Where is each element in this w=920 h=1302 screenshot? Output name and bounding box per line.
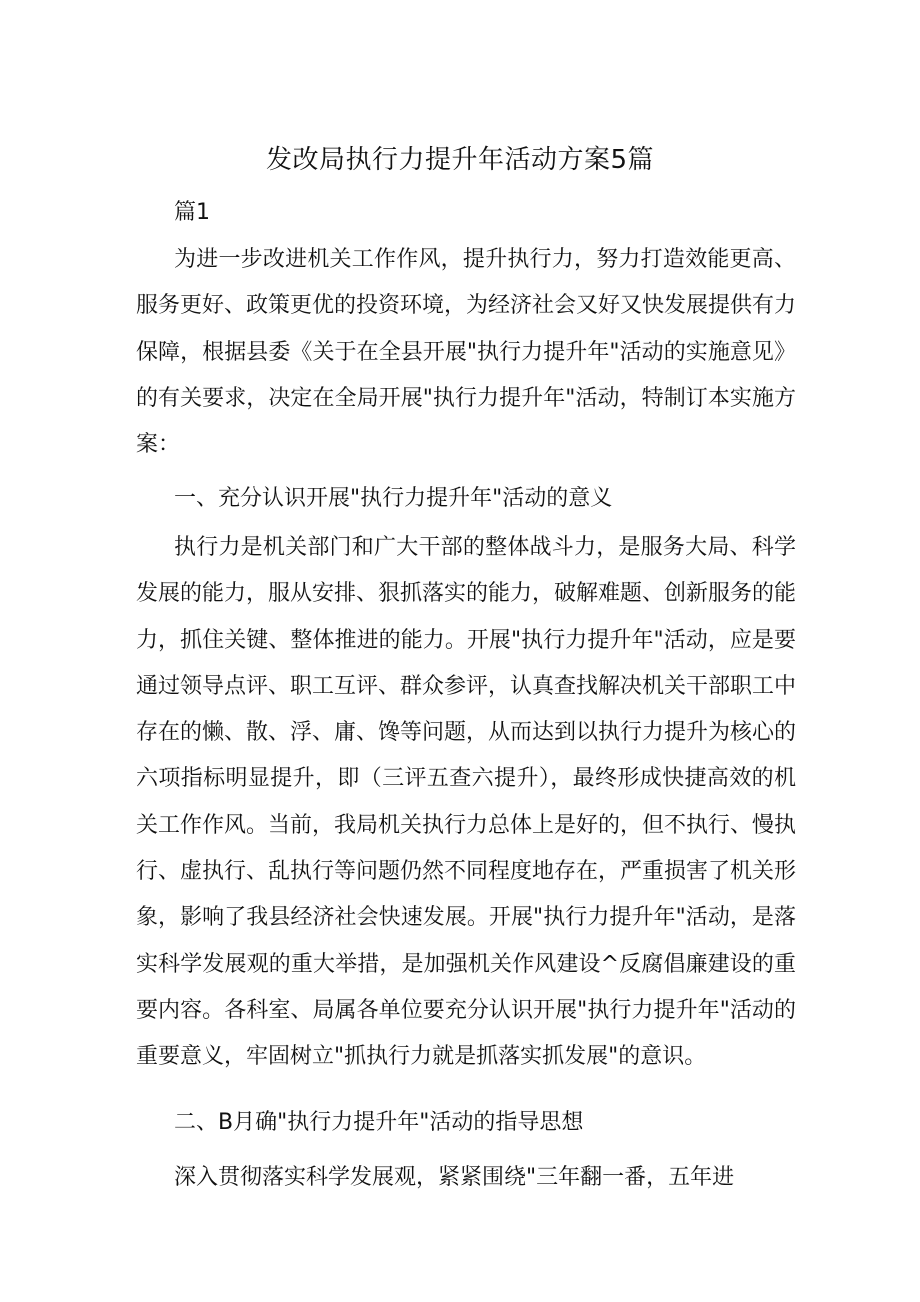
- intro-paragraph: 为进一步改进机关工作作风，提升执行力，努力打造效能更高、服务更好、政策更优的投资环境，为经济社会又好又快发展提供有力保障，根据县委《关于在全县开展"执行力提升年"活动的实施意见》的有关要求，决定在全局开展"执行力提升年"活动，特制订本实施方案：: [136, 247, 797, 458]
- section-1-paragraph: 执行力是机关部门和广大干部的整体战斗力，是服务大局、科学发展的能力，服从安排、狠抓落实的能力，破解难题、创新服务的能力，抓住关键、整体推进的能力。开展"执行力提升年"活动，应是要通过领导点评、职工互评、群众参评，认真查找解决机关干部职工中存在的懒、散、浮、庸、馋等问题，从而达到以执行力提升为核心的六项指标明显提升，即（三评五查六提升），最终形成快捷高效的机关工作作风。当前，我局机关执行力总体上是好的，但不执行、慢执行、虚执行、乱执行等问题仍然不同程度地存在，严重损害了机关形象，影响了我县经济社会快速发展。开展"执行力提升年"活动，是落实科学发展观的重大举措，是加强机关作风建设^反腐倡廉建设的重要内容。各科室、局属各单位要充分认识开展"执行力提升年"活动的重要意义，牢固树立"抓执行力就是抓落实抓发展"的意识。: [136, 535, 797, 1070]
- document-title: 发改局执行力提升年活动方案5篇: [265, 145, 655, 175]
- part-label: 篇1: [174, 200, 210, 225]
- section-2-paragraph: 深入贯彻落实科学发展观，紧紧围绕"三年翻一番，五年进: [174, 1165, 735, 1190]
- section-heading-2: 二、B月确"执行力提升年"活动的指导思想: [174, 1110, 584, 1135]
- section-heading-1: 一、充分认识开展"执行力提升年"活动的意义: [174, 486, 613, 511]
